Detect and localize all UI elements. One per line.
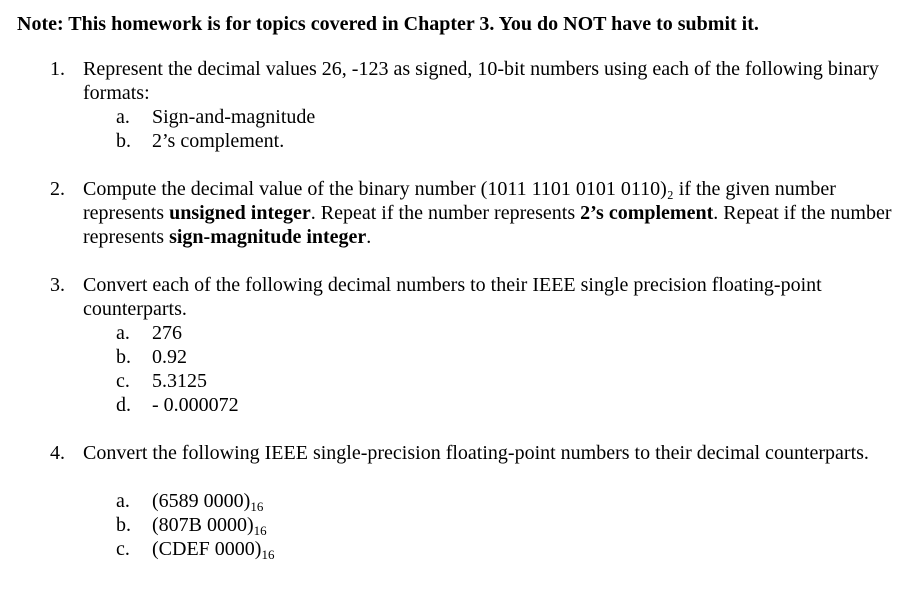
item-letter: d. <box>116 394 131 416</box>
question-3-item-c <box>0 369 913 393</box>
item-text: 2’s complement. <box>152 130 285 152</box>
question-text-part: . Repeat if the number represents <box>83 202 892 248</box>
question-text-part: Compute the decimal value of the binary number (1011 1101 0101 0110)₂ if the given number represents <box>83 178 836 224</box>
question-text: Represent the decimal values 26, -123 as signed, 10-bit numbers using each of the following binary formats: <box>83 58 879 104</box>
item-letter: a. <box>116 106 130 128</box>
item-text <box>152 537 274 561</box>
base-subscript: 16 <box>250 499 264 514</box>
question-number: 1. <box>50 58 65 80</box>
item-letter: c. <box>116 538 130 560</box>
question-1-item-a <box>0 105 913 129</box>
question-text: Convert each of the following decimal numbers to their IEEE single precision floating-point counterparts. <box>83 274 822 320</box>
item-text: Sign-and-magnitude <box>152 106 316 128</box>
question-number: 4. <box>50 442 65 464</box>
item-text <box>152 513 267 537</box>
emphasis-sign-magnitude: sign-magnitude integer <box>169 226 367 248</box>
base-subscript: 16 <box>253 523 267 538</box>
item-text <box>152 489 263 513</box>
item-letter: a. <box>116 322 130 344</box>
question-4-item-a <box>0 489 913 513</box>
hex-value: (CDEF 0000) <box>152 538 262 560</box>
hex-value: (6589 0000) <box>152 490 251 512</box>
question-3-item-a <box>0 321 913 345</box>
item-text: 276 <box>152 322 182 344</box>
item-letter: c. <box>116 370 130 392</box>
question-4-item-b <box>0 513 913 537</box>
question-1-item-b <box>0 129 913 153</box>
question-text-part: . <box>366 226 372 248</box>
item-letter: b. <box>116 346 131 368</box>
item-letter: b. <box>116 130 131 152</box>
emphasis-twos-complement: 2’s complement <box>580 202 714 224</box>
question-4-item-c <box>0 537 913 561</box>
item-text: 5.3125 <box>152 370 207 392</box>
question-text: Convert the following IEEE single-precision floating-point numbers to their decimal counterparts. <box>83 442 869 464</box>
hex-value: (807B 0000) <box>152 514 254 536</box>
question-text <box>83 177 895 249</box>
item-text: 0.92 <box>152 346 187 368</box>
question-3-item-b <box>0 345 913 369</box>
question-3-item-d <box>0 393 913 417</box>
question-text-part: . Repeat if the number represents <box>310 202 581 224</box>
item-letter: b. <box>116 514 131 536</box>
homework-note: Note: This homework is for topics covered in Chapter 3. You do NOT have to submit it. <box>17 13 759 35</box>
question-number: 3. <box>50 274 65 296</box>
item-text: - 0.000072 <box>152 394 239 416</box>
item-letter: a. <box>116 490 130 512</box>
question-number: 2. <box>50 178 65 200</box>
emphasis-unsigned: unsigned integer <box>169 202 311 224</box>
base-subscript: 16 <box>261 547 275 562</box>
